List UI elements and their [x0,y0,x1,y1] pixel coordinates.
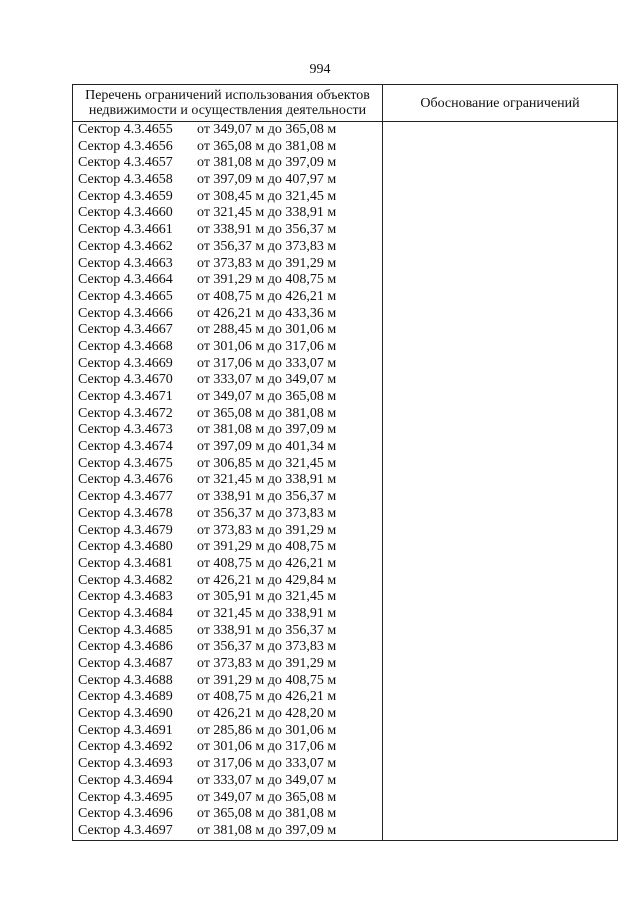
sector-label: Сектор 4.3.4675 [78,455,173,471]
list-item [73,656,382,673]
list-item [73,472,382,489]
distance-range: от 288,45 м до 301,06 м [197,322,337,338]
restrictions-list-cell [73,122,383,841]
sector-label: Сектор 4.3.4684 [78,605,173,621]
restrictions-table [72,84,618,841]
list-item [73,506,382,523]
sector-label: Сектор 4.3.4694 [78,772,173,788]
distance-range: от 333,07 м до 349,07 м [197,372,337,388]
list-item [73,406,382,423]
sector-label: Сектор 4.3.4657 [78,155,173,171]
distance-range: от 338,91 м до 356,37 м [197,622,337,638]
sector-label: Сектор 4.3.4678 [78,505,173,521]
list-item [73,372,382,389]
sector-label: Сектор 4.3.4671 [78,389,173,404]
sector-label: Сектор 4.3.4682 [78,572,173,588]
sector-label: Сектор 4.3.4663 [78,255,173,271]
distance-range: от 306,85 м до 321,45 м [197,455,337,471]
distance-range: от 321,45 м до 338,91 м [197,605,337,621]
distance-range: от 356,37 м до 373,83 м [197,505,337,521]
list-item [73,356,382,373]
list-item [73,189,382,206]
sector-label: Сектор 4.3.4691 [78,722,173,738]
distance-range: от 365,08 м до 381,08 м [197,405,337,421]
list-item [73,339,382,356]
sector-label: Сектор 4.3.4672 [78,405,173,421]
distance-range: от 356,37 м до 373,83 м [197,238,337,254]
list-item [73,172,382,189]
distance-range: от 333,07 м до 349,07 м [197,772,337,788]
list-item [73,756,382,773]
distance-range: от 426,21 м до 433,36 м [197,305,337,321]
list-item [73,272,382,289]
list-item [73,239,382,256]
distance-range: от 381,08 м до 397,09 м [197,822,337,838]
list-item [73,589,382,606]
distance-range: от 349,07 м до 365,08 м [197,122,337,137]
sector-label: Сектор 4.3.4665 [78,288,173,304]
distance-range: от 391,29 м до 408,75 м [197,272,337,288]
distance-range: от 373,83 м до 391,29 м [197,255,337,271]
sector-label: Сектор 4.3.4679 [78,522,173,538]
sector-label: Сектор 4.3.4669 [78,355,173,371]
distance-range: от 285,86 м до 301,06 м [197,722,337,738]
list-item [73,139,382,156]
list-item [73,122,382,139]
table-header-row [73,85,618,122]
sector-label: Сектор 4.3.4664 [78,272,173,288]
distance-range: от 301,06 м до 317,06 м [197,739,337,755]
sector-label: Сектор 4.3.4673 [78,422,173,438]
distance-range: от 381,08 м до 397,09 м [197,155,337,171]
sector-label: Сектор 4.3.4659 [78,188,173,204]
table-body-row [73,122,618,841]
sector-label: Сектор 4.3.4690 [78,706,173,722]
distance-range: от 397,09 м до 401,34 м [197,439,337,455]
distance-range: от 308,45 м до 321,45 м [197,188,337,204]
list-item [73,155,382,172]
sector-label: Сектор 4.3.4677 [78,489,173,505]
list-item [73,706,382,723]
list-item [73,689,382,706]
list-item [73,806,382,823]
sector-label: Сектор 4.3.4661 [78,222,173,238]
distance-range: от 349,07 м до 365,08 м [197,789,337,805]
sector-label: Сектор 4.3.4662 [78,238,173,254]
sector-label: Сектор 4.3.4655 [78,122,173,137]
sector-label: Сектор 4.3.4693 [78,756,173,772]
distance-range: от 373,83 м до 391,29 м [197,522,337,538]
sector-label: Сектор 4.3.4667 [78,322,173,338]
list-item [73,322,382,339]
distance-range: от 317,06 м до 333,07 м [197,756,337,772]
sector-label: Сектор 4.3.4686 [78,639,173,655]
distance-range: от 321,45 м до 338,91 м [197,205,337,221]
sector-label: Сектор 4.3.4685 [78,622,173,638]
distance-range: от 349,07 м до 365,08 м [197,389,337,404]
sector-label: Сектор 4.3.4656 [78,138,173,154]
header-restrictions-list: Перечень ограничений использования объектов недвижимости и осуществления деятельности [73,85,383,122]
sector-label: Сектор 4.3.4689 [78,689,173,705]
page-number: 994 [309,62,331,77]
distance-range: от 321,45 м до 338,91 м [197,472,337,488]
sector-label: Сектор 4.3.4676 [78,472,173,488]
sector-label: Сектор 4.3.4681 [78,555,173,571]
header-justification: Обоснование ограничений [383,85,618,122]
distance-range: от 426,21 м до 429,84 м [197,572,337,588]
list-item [73,306,382,323]
sector-label: Сектор 4.3.4683 [78,589,173,605]
sector-label: Сектор 4.3.4695 [78,789,173,805]
list-item [73,639,382,656]
sector-label: Сектор 4.3.4674 [78,439,173,455]
distance-range: от 397,09 м до 407,97 м [197,172,337,188]
distance-range: от 356,37 м до 373,83 м [197,639,337,655]
list-item [73,456,382,473]
list-item [73,606,382,623]
sector-label: Сектор 4.3.4670 [78,372,173,388]
distance-range: от 426,21 м до 428,20 м [197,706,337,722]
list-item [73,222,382,239]
list-item [73,739,382,756]
sector-label: Сектор 4.3.4696 [78,806,173,822]
sector-label: Сектор 4.3.4680 [78,539,173,555]
distance-range: от 305,91 м до 321,45 м [197,589,337,605]
sector-label: Сектор 4.3.4666 [78,305,173,321]
list-item [73,389,382,406]
sector-label: Сектор 4.3.4692 [78,739,173,755]
list-item [73,573,382,590]
distance-range: от 391,29 м до 408,75 м [197,539,337,555]
sector-label: Сектор 4.3.4688 [78,672,173,688]
distance-range: от 338,91 м до 356,37 м [197,489,337,505]
list-item [73,289,382,306]
distance-range: от 373,83 м до 391,29 м [197,656,337,671]
distance-range: от 381,08 м до 397,09 м [197,422,337,438]
list-item [73,790,382,807]
distance-range: от 408,75 м до 426,21 м [197,689,337,705]
distance-range: от 365,08 м до 381,08 м [197,138,337,154]
sector-label: Сектор 4.3.4658 [78,172,173,188]
list-item [73,256,382,273]
list-item [73,205,382,222]
list-item [73,773,382,790]
sector-label: Сектор 4.3.4668 [78,338,173,354]
list-item [73,422,382,439]
list-item [73,823,382,840]
justification-cell [383,122,618,841]
list-item [73,673,382,690]
distance-range: от 408,75 м до 426,21 м [197,288,337,304]
distance-range: от 301,06 м до 317,06 м [197,338,337,354]
list-item [73,556,382,573]
list-item [73,623,382,640]
list-item [73,723,382,740]
list-item [73,539,382,556]
distance-range: от 365,08 м до 381,08 м [197,806,337,822]
distance-range: от 391,29 м до 408,75 м [197,672,337,688]
distance-range: от 338,91 м до 356,37 м [197,222,337,238]
sector-label: Сектор 4.3.4660 [78,205,173,221]
distance-range: от 408,75 м до 426,21 м [197,555,337,571]
list-item [73,439,382,456]
list-item [73,489,382,506]
sector-label: Сектор 4.3.4687 [78,656,173,671]
sector-label: Сектор 4.3.4697 [78,822,173,838]
list-item [73,523,382,540]
distance-range: от 317,06 м до 333,07 м [197,355,337,371]
